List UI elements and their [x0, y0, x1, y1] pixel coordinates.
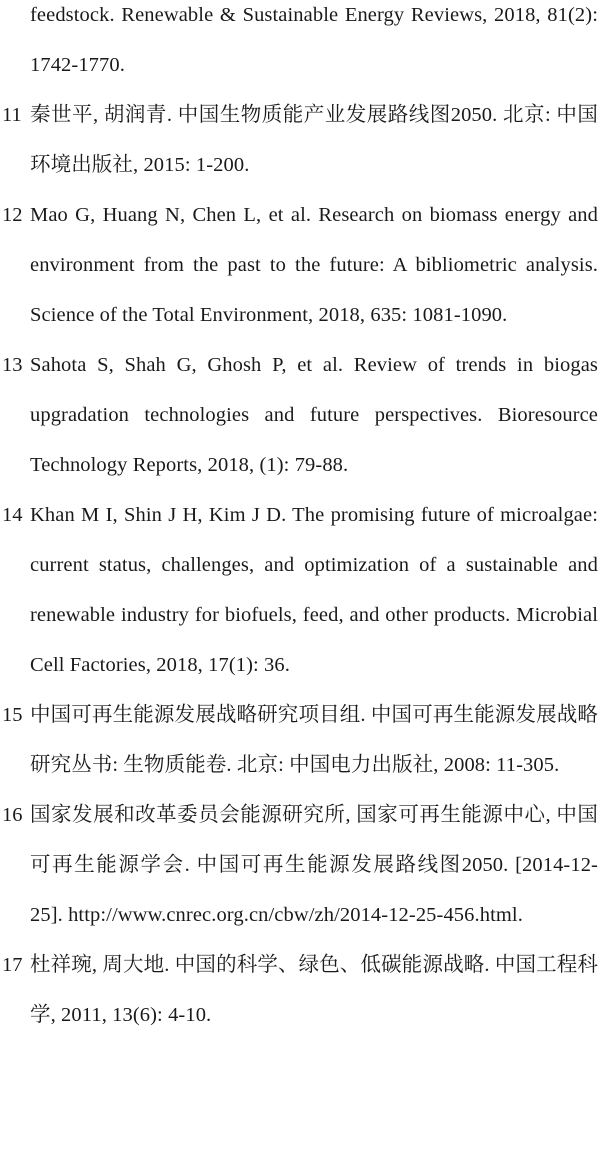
reference-item-14 — [2, 490, 598, 690]
reference-item-16 — [2, 790, 598, 940]
reference-text: feedstock. Renewable & Sustainable Energy Reviews, 2018, 81(2): 1742-1770. — [30, 4, 598, 76]
reference-text: Khan M I, Shin J H, Kim J D. The promising future of microalgae: current status, challenges, and optimization of a sustainable and renewable industry for biofuels, feed, and other products. Microbial Cell Factories, 2018, 17(1): 36. — [30, 504, 598, 676]
reference-number: 14 — [2, 504, 23, 526]
reference-number: 15 — [2, 704, 23, 726]
reference-text: 秦世平, 胡润青. 中国生物质能产业发展路线图2050. 北京: 中国环境出版社, 2015: 1-200. — [30, 104, 598, 176]
reference-item-15 — [2, 690, 598, 790]
reference-number: 11 — [2, 104, 22, 126]
reference-text: 中国可再生能源发展战略研究项目组. 中国可再生能源发展战略研究丛书: 生物质能卷. 北京: 中国电力出版社, 2008: 11-305. — [30, 704, 598, 776]
reference-text: 杜祥琬, 周大地. 中国的科学、绿色、低碳能源战略. 中国工程科学, 2011, 13(6): 4-10. — [30, 954, 598, 1026]
reference-number: 13 — [2, 354, 23, 376]
reference-text: Mao G, Huang N, Chen L, et al. Research on biomass energy and environment from the past to the future: A bibliometric analysis. Science of the Total Environment, 2018, 635: 1081-1090. — [30, 204, 598, 326]
reference-item-17 — [2, 940, 598, 1040]
reference-text: 国家发展和改革委员会能源研究所, 国家可再生能源中心, 中国可再生能源学会. 中国可再生能源发展路线图2050. [2014-12-25]. http://www.cnrec.org.cn/cbw/zh/2014-12-25-456.html. — [30, 804, 598, 926]
reference-item-10-continued — [2, 0, 598, 90]
reference-text: Sahota S, Shah G, Ghosh P, et al. Review of trends in biogas upgradation technologies and future perspectives. Bioresource Technology Reports, 2018, (1): 79-88. — [30, 354, 598, 476]
reference-number: 16 — [2, 804, 23, 826]
reference-number: 17 — [2, 954, 23, 976]
reference-item-13 — [2, 340, 598, 490]
reference-number: 12 — [2, 204, 23, 226]
reference-item-12 — [2, 190, 598, 340]
reference-item-11 — [2, 90, 598, 190]
